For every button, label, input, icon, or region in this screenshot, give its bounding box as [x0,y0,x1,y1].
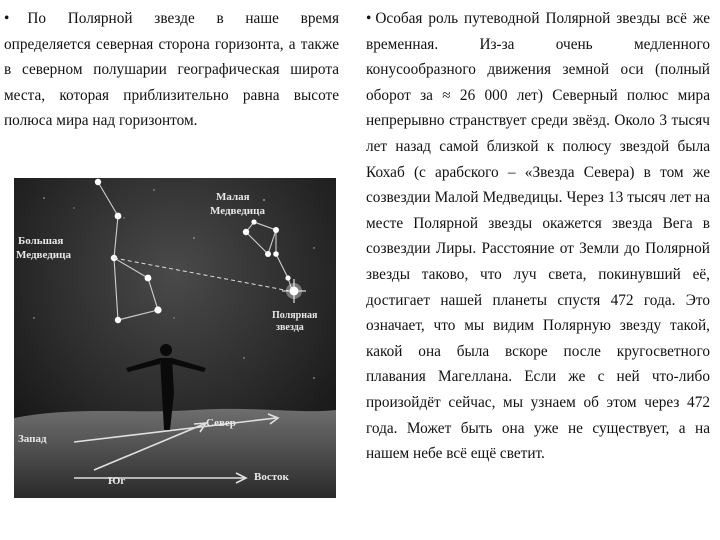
label-polaris-1: Полярная [272,310,318,321]
label-polaris-2: звезда [276,322,304,333]
label-big-dipper-1: Большая [18,235,64,247]
polaris-illustration [14,178,336,498]
label-north: Север [206,417,236,429]
label-little-dipper-2: Медведица [210,205,265,217]
label-big-dipper-2: Медведица [16,249,71,261]
night-sky-figure [14,178,336,498]
right-paragraph-text: Особая роль путеводной Полярной звезды всё же временная. Из-за очень медленного конусообразного движения земной оси (полный оборот за ≈ 26 000 лет) Северный полюс мира непрерывно странствует среди звёзд. Около 3 тысяч лет назад самой близкой к полюсу звездой была Кохаб (с арабского – «Звезда Севера) в том же созвездии Малой Медведицы. Через 13 тысяч лет на месте Полярной звезды окажется звезда Вега в созвездии Лиры. Расстояние от Земли до Полярной звезды таково, что луч света, покинувший её, достигает нашей планеты спустя 472 года. Это означает, что мы видим Полярную звезду такой, какой она была вскоре после кругосветного плавания Магеллана. Если же с ней что-либо произойдёт сейчас, мы узнаем об этом через 472 года. Может быть она уже не существует, а на нашем небе всё ещё светит. [366,10,710,463]
label-south: Юг [108,475,126,487]
label-west: Запад [18,433,47,445]
left-paragraph [4,6,339,134]
right-column [366,6,710,467]
right-paragraph [366,6,710,467]
ground [14,409,336,498]
label-little-dipper-1: Малая [216,191,250,203]
bullet-marker: • [366,10,372,27]
bullet-marker: • [4,10,10,27]
left-paragraph-text: По Полярной звезде в наше время определяется северная сторона горизонта, а также в северном полушарии географическая широта места, которая приблизительно равна высоте полюса мира над горизонтом. [4,10,339,130]
label-east: Восток [254,471,289,483]
left-column [4,6,339,134]
